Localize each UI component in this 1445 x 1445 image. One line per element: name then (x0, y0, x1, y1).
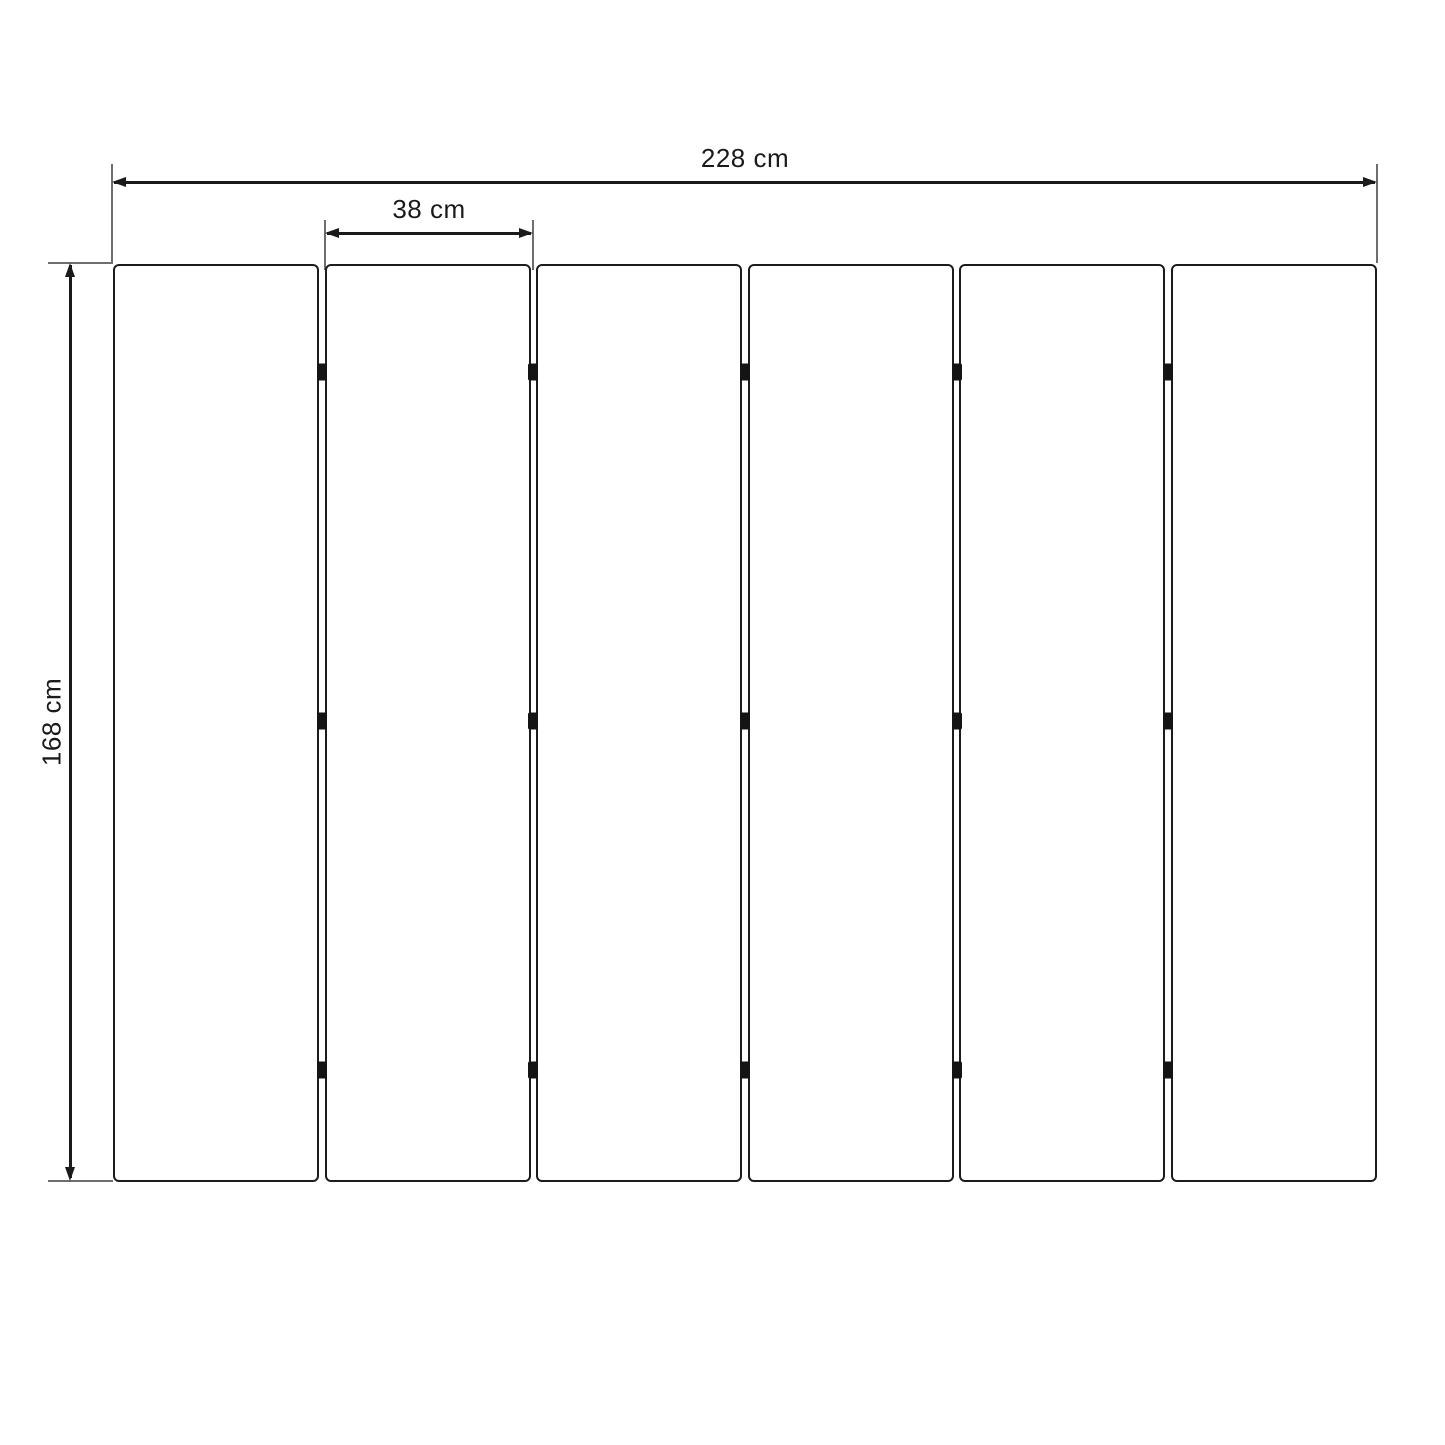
hinge-connector (740, 1062, 750, 1079)
panel (113, 264, 319, 1182)
hinge-connector (528, 364, 538, 381)
arrow-left-icon (112, 177, 126, 187)
dimension-line (114, 181, 1375, 184)
hinge-connector (740, 713, 750, 730)
hinge-connector (317, 364, 327, 381)
arrow-right-icon (1363, 177, 1377, 187)
extension-line (48, 262, 113, 263)
arrow-down-icon (65, 1167, 75, 1181)
height-label: 168 cm (36, 677, 67, 767)
dimension-line (69, 265, 72, 1178)
hinge-connector (1163, 713, 1173, 730)
panel (748, 264, 954, 1182)
hinge-connector (317, 713, 327, 730)
hinge-connector (952, 713, 962, 730)
panel (325, 264, 531, 1182)
panel (536, 264, 742, 1182)
hinge-connector (1163, 364, 1173, 381)
panel (1171, 264, 1377, 1182)
hinge-connector (740, 364, 750, 381)
arrow-right-icon (519, 228, 533, 238)
panel-width-label: 38 cm (392, 194, 466, 224)
dimension-line (327, 232, 531, 235)
hinge-connector (317, 1062, 327, 1079)
arrow-up-icon (65, 263, 75, 277)
panel (959, 264, 1165, 1182)
arrow-left-icon (325, 228, 339, 238)
hinge-connector (952, 1062, 962, 1079)
hinge-connector (952, 364, 962, 381)
extension-line (48, 1180, 113, 1181)
hinge-connector (528, 1062, 538, 1079)
total-width-label: 228 cm (700, 143, 790, 173)
hinge-connector (528, 713, 538, 730)
hinge-connector (1163, 1062, 1173, 1079)
